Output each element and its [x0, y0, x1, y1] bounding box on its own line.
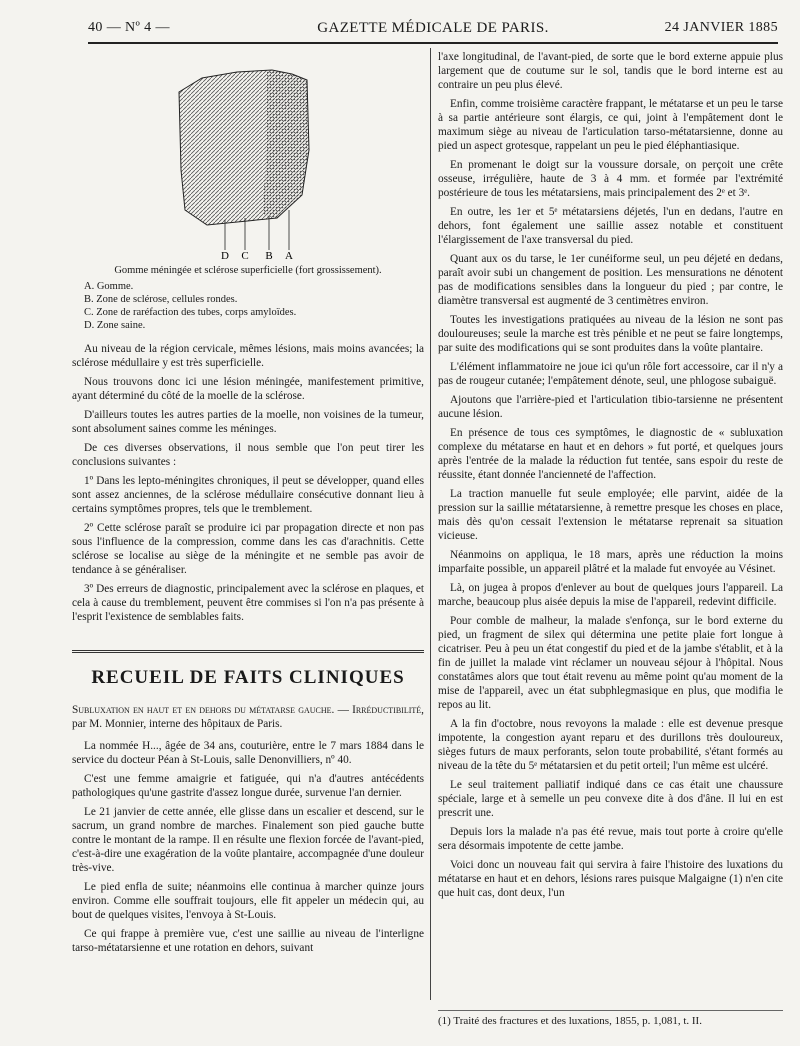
footnote: (1) Traité des fractures et des luxations, 1855, p. 1,081, t. II. [438, 1010, 783, 1027]
legend-item: B. Zone de sclérose, cellules rondes. [84, 294, 238, 305]
marker-a: A [285, 250, 293, 260]
histology-illustration [167, 50, 317, 260]
issue-date: 24 JANVIER 1885 [664, 20, 778, 35]
right-column [438, 50, 783, 1002]
paragraph: Néanmoins on appliqua, le 18 mars, après une réduction la moins imparfaite possible, un appareil plâtré et la malade fut envoyée au Vésinet. [438, 549, 783, 575]
legend-item: C. Zone de raréfaction des tubes, corps amyloïdes. [84, 307, 297, 318]
column-separator [430, 48, 431, 1000]
paragraph: Toutes les investigations pratiquées au niveau de la lésion ne sont pas douloureuses; seule la marche est très pénible et ne peut se faire longtemps, par suite des modifications qui se sont produites dans la voûte plantaire. [438, 314, 783, 354]
paragraph: A la fin d'octobre, nous revoyons la malade : elle est devenue presque impotente, la congestion ayant reparu et des durillons très douloureux, sièges futurs de maux perforants, selon toute probabilité, s'étant formés au niveau de la tête du 5ᵉ métatarsien et du petit orteil; l'un même est ulcéré. [438, 718, 783, 772]
case-title-main: Subluxation en haut et en dehors du métatarse gauche. — Irréductibilité, [72, 704, 424, 716]
journal-title: GAZETTE MÉDICALE DE PARIS. [317, 20, 549, 36]
marker-b: B [265, 250, 273, 260]
paragraph: Ce qui frappe à première vue, c'est une saillie au niveau de l'interligne tarso-métatarsienne et une rotation en dehors, suivant [72, 928, 424, 954]
page-number: 40 — Nº 4 — [88, 20, 170, 35]
marker-c: C [241, 250, 249, 260]
paragraph: En promenant le doigt sur la voussure dorsale, on perçoit une crête osseuse, irrégulière, haute de 3 à 4 mm. et formée par l'extrémité postérieure de tous les métatarsiens, mais principalement des 2ᵉ et 3ᵉ. [438, 159, 783, 199]
left-column [72, 50, 424, 1036]
paragraph: La nommée H..., âgée de 34 ans, couturière, entre le 7 mars 1884 dans le service du docteur Péan à St-Louis, salle Denonvilliers, nº 40. [72, 740, 424, 766]
section-title: RECUEIL DE FAITS CLINIQUES [72, 650, 424, 689]
paragraph: De ces diverses observations, il nous semble que l'on peut tirer les conclusions suivantes : [72, 442, 424, 468]
paragraph: Voici donc un nouveau fait qui servira à faire l'histoire des luxations du métatarse en haut et en dehors, lésions rares puisque Malgaigne (1) n'en cite que huit cas, dont deux, l'un [438, 859, 783, 899]
paragraph: En outre, les 1er et 5ᵉ métatarsiens déjetés, l'un en dedans, l'autre en dehors, font également une saillie assez notable et constituent l'élargissement de l'axe transversal du pied. [438, 206, 783, 246]
figure-caption: Gomme méningée et sclérose superficielle (fort grossissement). [114, 265, 382, 276]
paragraph: Quant aux os du tarse, le 1er cunéiforme seul, un peu déjeté en dedans, paraît avoir subi un changement de position. Les mensurations ne dénotent pas de modifications sensibles dans la longueur du pied ; par contre, le diamètre transversal est augmenté de 3 centimètres environ. [438, 253, 783, 307]
paragraph: Le 21 janvier de cette année, elle glisse dans un escalier et descend, sur le sacrum, un grand nombre de marches. Finalement son pied gauche butte contre le montant de la rampe. Il en résulte une flexion forcée de l'avant-pied, c'est-à-dire une exagération de la voûte plantaire, accompagnée d'une douleur très-vive. [72, 806, 424, 874]
paragraph: Là, on jugea à propos d'enlever au bout de quelques jours l'appareil. La marche, beaucoup plus aisée depuis la mise de l'appareil, redevint difficile. [438, 582, 783, 608]
paragraph: 2º Cette sclérose paraît se produire ici par propagation directe et non pas sous l'influence de la compression, comme dans les cas d'arachnitis. Cette sclérose se localise au siège de la méningite et ne semble pas avoir de tendance à se généraliser. [72, 522, 424, 576]
histology-figure [72, 50, 424, 262]
paragraph: Le pied enfla de suite; néanmoins elle continua à marcher quinze jours environ. Comme elle souffrait toujours, elle fit appeler un médecin qui, au bout de quelques visites, l'envoya à St-Louis. [72, 881, 424, 921]
paragraph: Nous trouvons donc ici une lésion méningée, manifestement primitive, ayant déterminé du côté de la moelle de la sclérose. [72, 376, 424, 402]
paragraph: Au niveau de la région cervicale, mêmes lésions, mais moins avancées; la sclérose médullaire y est très superficielle. [72, 343, 424, 369]
header-rule [88, 42, 778, 44]
paragraph: L'élément inflammatoire ne joue ici qu'un rôle fort accessoire, car il n'y a pas de rougeur cutanée; l'empâtement dénote, seul, une phlogose subaiguë. [438, 361, 783, 387]
paragraph: 1º Dans les lepto-méningites chroniques, il peut se développer, quand elles sont assez anciennes, de la sclérose médullaire consécutive donnant lieu à certains symptômes propres, tels que le tremblement. [72, 475, 424, 515]
paragraph: 3º Des erreurs de diagnostic, principalement avec la sclérose en plaques, et cela à cause du tremblement, peuvent être commises si l'on n'a pas présente à l'esprit l'existence de semblables faits. [72, 583, 424, 623]
case-title-author: par M. Monnier, interne des hôpitaux de Paris. [72, 718, 283, 730]
paragraph: D'ailleurs toutes les autres parties de la moelle, non voisines de la tumeur, sont absolument saines comme les méninges. [72, 409, 424, 435]
paragraph: C'est une femme amaigrie et fatiguée, qui n'a d'autres antécédents pathologiques qu'une gastrite d'assez longue durée, survenue l'an dernier. [72, 773, 424, 799]
paragraph: En présence de tous ces symptômes, le diagnostic de « subluxation complexe du métatarse en haut et en dehors » fut porté, et quelques jours après l'entrée de la malade la réduction fut tentée, sans espoir du reste de réussite, étant donnée l'ancienneté de l'affection. [438, 427, 783, 481]
case-title [72, 703, 424, 731]
paragraph: l'axe longitudinal, de l'avant-pied, de sorte que le bord externe appuie plus largement que de coutume sur le sol, tandis que le bord interne est au contraire un peu plus élevé. [438, 51, 783, 91]
figure-legend [84, 280, 424, 332]
legend-item: A. Gomme. [84, 281, 134, 292]
paragraph: Ajoutons que l'arrière-pied et l'articulation tibio-tarsienne ne présentent aucune lésion. [438, 394, 783, 420]
marker-d: D [221, 250, 229, 260]
legend-item: D. Zone saine. [84, 320, 146, 331]
paragraph: Depuis lors la malade n'a pas été revue, mais tout porte à croire qu'elle sera désormais impotente de cette jambe. [438, 826, 783, 852]
page-header [88, 18, 778, 40]
paragraph: Le seul traitement palliatif indiqué dans ce cas était une chaussure spéciale, large et à semelle un peu convexe dite à dos d'âne. Il lui en est prescrit une. [438, 779, 783, 819]
paragraph: Enfin, comme troisième caractère frappant, le métatarse et un peu le tarse à sa partie antérieure sont élargis, ce qui, joint à l'empâtement dont le maximum siège au niveau de l'articulation tarso-métatarsienne, donne au pied un aspect grotesque, rappelant un peu le pied éléphantiasique. [438, 98, 783, 152]
paragraph: Pour comble de malheur, la malade s'enfonça, sur le bord externe du pied, un fragment de silex qui détermina une petite plaie fort longue à cicatriser. Peu à peu un état congestif du pied et de la jambe s'établit, et à la fin de juillet la malade vint réclamer un nouveau séjour à l'hôpital. Nous constatâmes alors que tout était revenu au même point qu'au moment de la mise de l'appareil, avec un état subphlegmasique en plus, que modifia le repos au lit. [438, 615, 783, 711]
paragraph: La traction manuelle fut seule employée; elle parvint, aidée de la pression sur la saillie métatarsienne, à remettre presque les choses en place, mais dès qu'on cessait l'extension le métatarse reprenait sa situation vicieuse. [438, 488, 783, 542]
